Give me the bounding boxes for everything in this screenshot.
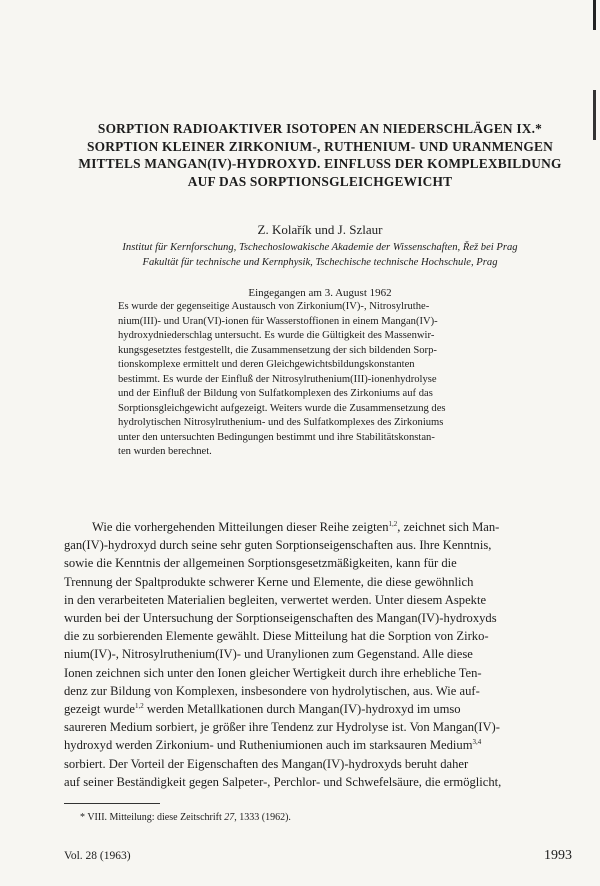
authors: Z. Kolařík und J. Szlaur bbox=[257, 222, 383, 237]
affiliation-line: Institut für Kernforschung, Tschechoslowakische Akademie der Wissenschaften, Řež bei Prag bbox=[122, 242, 518, 253]
citation-superscript: 1,2 bbox=[388, 519, 398, 528]
abstract-line: Es wurde der gegenseitige Austausch von Zirkonium(IV)-, Nitrosylruthe- bbox=[118, 301, 430, 312]
body-line: Ionen zeichnen sich unter den Ionen gleicher Wertigkeit durch ihre erhebliche Ten- bbox=[64, 665, 482, 680]
body-line bbox=[64, 700, 572, 718]
affiliation-line: Fakultät für technische und Kernphysik, Tschechische technische Hochschule, Prag bbox=[142, 257, 498, 268]
text-run: * VIII. Mitteilung: diese Zeitschrift bbox=[80, 812, 225, 823]
body-line bbox=[64, 518, 572, 536]
abstract-line: und der Einfluß der Bildung von Sulfatkomplexen des Zirkoniums auf das bbox=[118, 388, 433, 399]
abstract-line: tionskomplexe ermittelt und deren Gleichgewichtsbildungskonstanten bbox=[118, 359, 415, 370]
body-line: nium(IV)-, Nitrosylruthenium(IV)- und Uranylionen zum Gegenstand. Alle diese bbox=[64, 647, 473, 662]
body-line: in den verarbeiteten Materialien begleiten, verwertet werden. Unter diesem Aspekte bbox=[64, 592, 487, 607]
footnote bbox=[80, 812, 291, 823]
title-line: AUF DAS SORPTIONSGLEICHGEWICHT bbox=[187, 173, 453, 189]
citation-superscript: 1,2 bbox=[134, 701, 144, 710]
body-line: auf seiner Beständigkeit gegen Salpeter-, Perchlor- und Schwefelsäure, die ermöglicht, bbox=[64, 774, 502, 789]
journal-volume: Vol. 28 (1963) bbox=[64, 850, 131, 862]
body-line: Trennung der Spaltprodukte schwerer Kerne und Elemente, die diese gewöhnlich bbox=[64, 574, 474, 589]
abstract-line: bestimmt. Es wurde der Einfluß der Nitrosylruthenium(III)-ionenhydrolyse bbox=[118, 373, 437, 385]
body-line: saureren Medium sorbiert, je größer ihre Tendenz zur Hydrolyse ist. Von Mangan(IV)- bbox=[64, 720, 500, 735]
body-line: sowie die Kenntnis der allgemeinen Sorptionsgesetzmäßigkeiten, kann für die bbox=[64, 556, 457, 571]
abstract-line: kungsgesetztes festgestellt, die Zusammensetzung der sich bildenden Sorp- bbox=[118, 344, 437, 356]
affiliations bbox=[50, 240, 590, 270]
scan-edge-artifact bbox=[593, 0, 596, 886]
abstract-line: hydrolytischen Nitrosylruthenium- und des Sulfatkomplexes des Zirkoniums bbox=[118, 417, 444, 428]
footnote-volume: 27 bbox=[224, 812, 235, 823]
text-run: gezeigt wurde bbox=[64, 702, 135, 717]
title-line: SORPTION RADIOAKTIVER ISOTOPEN AN NIEDERSCHLÄGEN IX.* bbox=[97, 121, 543, 136]
body-line: wurden bei der Untersuchung der Sorptionseigenschaften des Mangan(IV)-hydroxyds bbox=[64, 611, 497, 626]
article-title bbox=[60, 120, 580, 190]
footnote-divider bbox=[64, 803, 160, 804]
abstract-line: Sorptionsgleichgewicht aufgezeigt. Weiters wurde die Zusammensetzung des bbox=[118, 402, 446, 414]
body-line: gan(IV)-hydroxyd durch seine sehr guten Sorptionseigenschaften aus. Ihre Kenntnis, bbox=[64, 538, 492, 553]
body-line bbox=[64, 736, 572, 754]
abstract-line: ten wurden berechnet. bbox=[118, 446, 212, 457]
text-run: , zeichnet sich Man- bbox=[397, 520, 500, 534]
title-line: MITTELS MANGAN(IV)-HYDROXYD. EINFLUSS DER KOMPLEXBILDUNG bbox=[78, 156, 562, 171]
abstract-line: hydroxydniederschlag untersucht. Es wurde die Gültigkeit des Massenwir- bbox=[118, 330, 435, 341]
abstract bbox=[118, 300, 558, 460]
abstract-line: nium(III)- und Uran(VI)-ionen für Wasserstoffionen in einem Mangan(IV)- bbox=[118, 315, 438, 327]
body-line: denz zur Bildung von Komplexen, insbesondere von hydrolytischen, aus. Wie auf- bbox=[64, 683, 480, 698]
citation-superscript: 3,4 bbox=[472, 738, 482, 747]
title-line: SORPTION KLEINER ZIRKONIUM-, RUTHENIUM- UND URANMENGEN bbox=[86, 138, 554, 154]
text-run: werden Metallkationen durch Mangan(IV)-hydroxyd im umso bbox=[143, 702, 461, 717]
text-run: Wie die vorhergehenden Mitteilungen dieser Reihe zeigten bbox=[92, 520, 389, 534]
body-text bbox=[64, 518, 572, 791]
text-run: hydroxyd werden Zirkonium- und Rutheniumionen auch im starksauren Medium bbox=[64, 738, 473, 753]
text-run: , 1333 (1962). bbox=[234, 812, 291, 823]
abstract-line: unter den untersuchten Bedingungen bestimmt und ihre Stabilitätskonstan- bbox=[118, 431, 435, 443]
received-date: Eingegangen am 3. August 1962 bbox=[248, 287, 392, 299]
body-line: sorbiert. Der Vorteil der Eigenschaften des Mangan(IV)-hydroxyds beruht daher bbox=[64, 756, 469, 771]
body-line: die zu sorbierenden Elemente gewählt. Diese Mitteilung hat die Sorption von Zirko- bbox=[64, 629, 489, 644]
page-number: 1993 bbox=[544, 848, 572, 863]
